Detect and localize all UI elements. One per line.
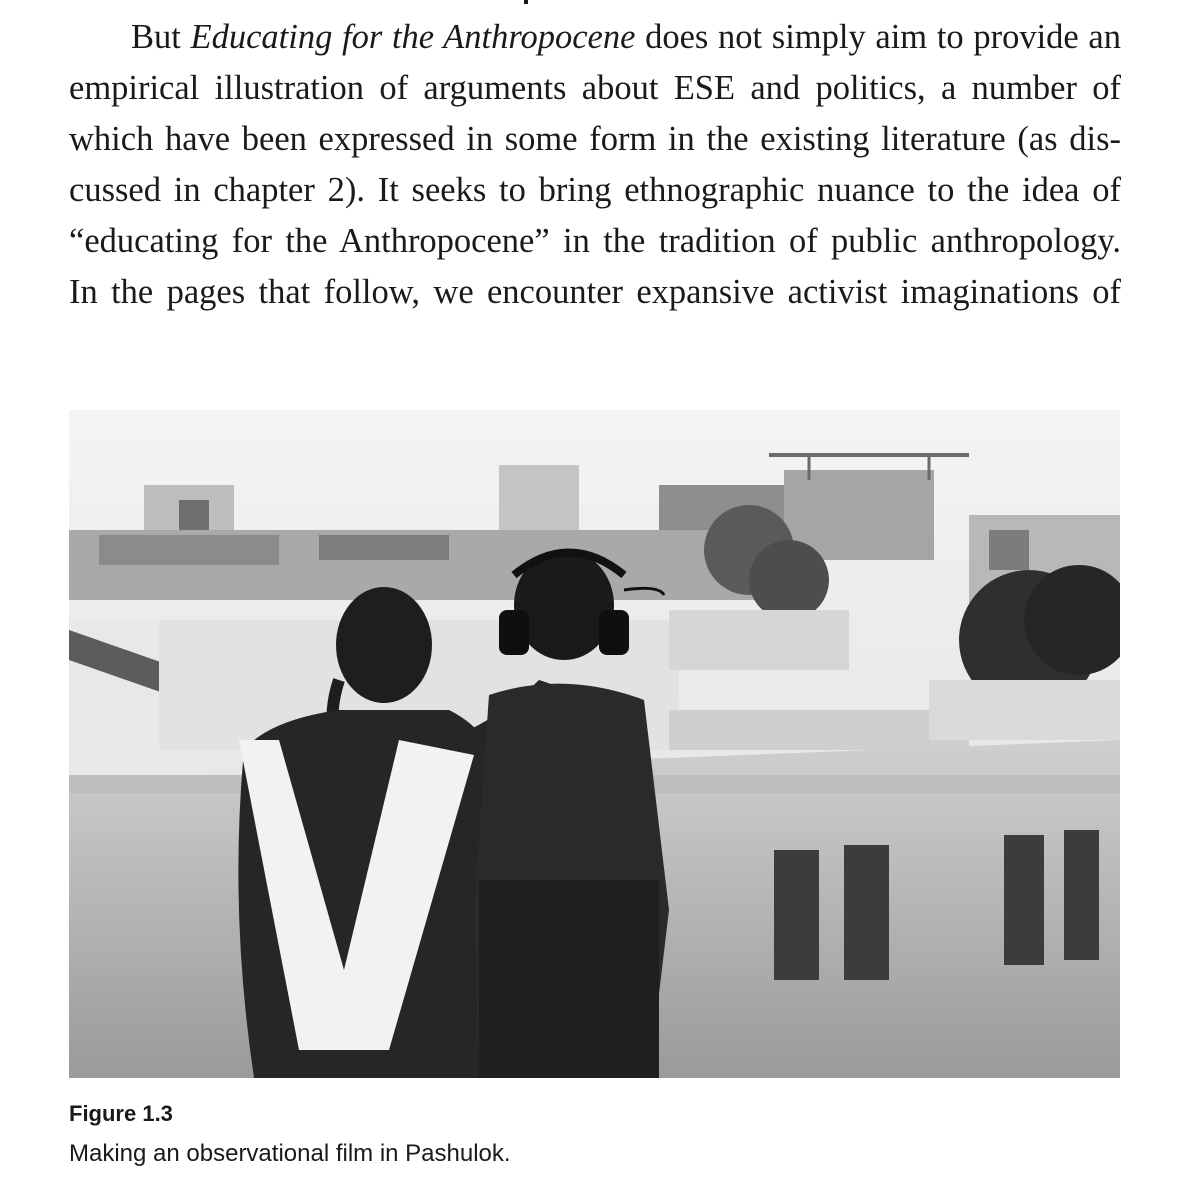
figure-photo xyxy=(69,410,1120,1078)
text-line-1: But Educating for the Anthropocene does not simply aim to provide an xyxy=(131,18,1121,56)
text-line-2: empirical illustration of arguments about ESE and politics, a number of xyxy=(69,69,1121,107)
figure-label: Figure 1.3 xyxy=(69,1101,173,1126)
cut-off-previous-line xyxy=(524,0,528,4)
body-paragraph xyxy=(69,12,1121,318)
figure-caption: Making an observational film in Pashulok. xyxy=(69,1140,511,1167)
text-line-3: which have been expressed in some form in the existing literature (as dis- xyxy=(69,120,1121,158)
rooftop-photo-illustration xyxy=(69,410,1120,1078)
text-line-5: “educating for the Anthropocene” in the tradition of public anthropology. xyxy=(69,222,1121,260)
text-line-6: In the pages that follow, we encounter expansive activist imaginations of xyxy=(69,273,1121,311)
text-line-4: cussed in chapter 2). It seeks to bring ethnographic nuance to the idea of xyxy=(69,171,1121,209)
book-title-italic: Educating for the Anthropocene xyxy=(190,18,636,56)
